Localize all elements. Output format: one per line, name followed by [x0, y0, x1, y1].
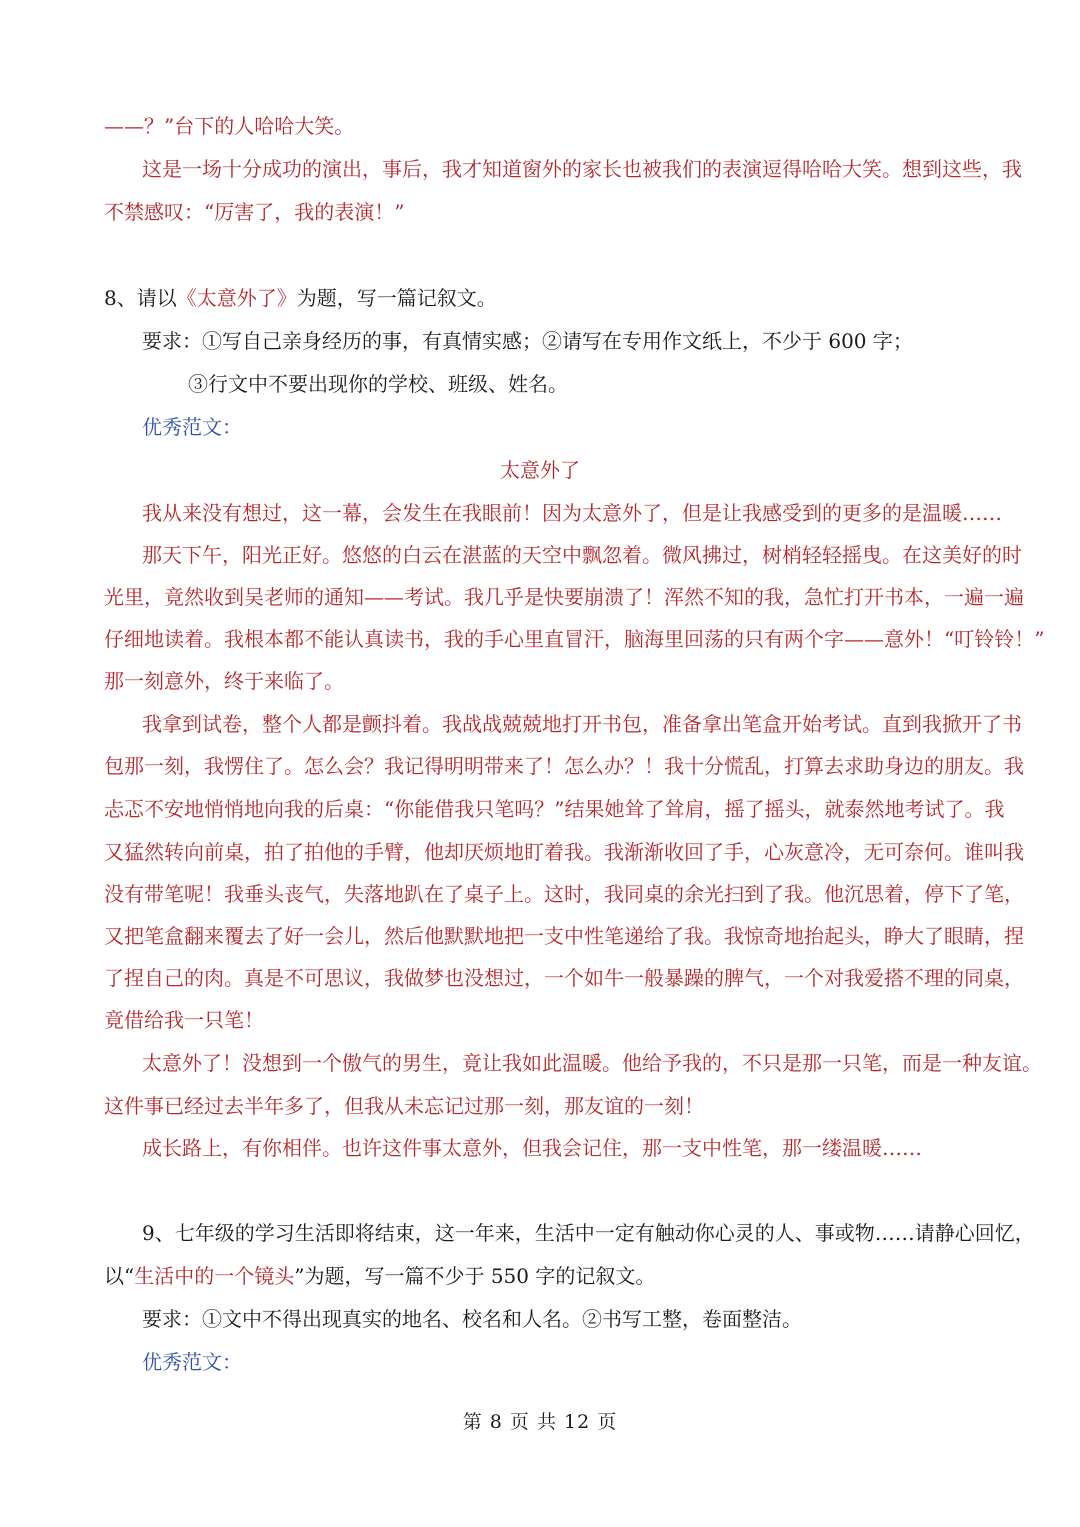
- question-9-prompt-line2: [104, 1262, 980, 1290]
- page-number-footer: 第 8 页 共 12 页: [462, 1411, 618, 1433]
- question-9-title: 生活中的一个镜头: [134, 1264, 295, 1288]
- question-8-requirement: 要求：①写自己亲身经历的事，有真情实感；②请写在专用作文纸上，不少于 600 字；: [142, 329, 913, 353]
- essay-line: 这件事已经过去半年多了，但我从未忘记过那一刻，那友谊的一刻！: [104, 1094, 704, 1118]
- question-9-requirement: 要求：①文中不得出现真实的地名、校名和人名。②书写工整，卷面整洁。: [142, 1307, 802, 1331]
- essay-line: 那天下午，阳光正好。悠悠的白云在湛蓝的天空中飘忽着。微风拂过，树梢轻轻摇曳。在这美好的时: [142, 543, 1022, 567]
- question-9-prompt: 9、七年级的学习生活即将结束，这一年来，生活中一定有触动你心灵的人、事或物……请静心回忆，: [142, 1221, 1035, 1245]
- question-9-suffix: ”为题，写一篇不少于 550 字的记叙文。: [294, 1264, 656, 1288]
- prev-story-paragraph-line: 不禁感叹：“厉害了，我的表演！”: [104, 200, 405, 224]
- essay-line: 竟借给我一只笔！: [104, 1008, 264, 1032]
- essay-line: 包那一刻，我愣住了。怎么会？我记得明明带来了！怎么办？！我十分慌乱，打算去求助身边的朋友。我: [104, 754, 1024, 778]
- question-8-requirement: ③行文中不要出现你的学校、班级、姓名。: [188, 372, 568, 396]
- question-8-prefix: 8、请以: [104, 286, 177, 310]
- question-8-prompt: [104, 284, 980, 312]
- essay-line: 仔细地读着。我根本都不能认真读书，我的手心里直冒汗，脑海里回荡的只有两个字——意外！“叮铃铃！”: [104, 627, 1045, 651]
- prev-story-line: ——？”台下的人哈哈大笑。: [104, 114, 355, 138]
- essay-line: 我从来没有想过，这一幕，会发生在我眼前！因为太意外了，但是让我感受到的更多的是温暖……: [142, 501, 1002, 525]
- essay-title: 太意外了: [500, 458, 580, 482]
- essay-line: 太意外了！没想到一个傲气的男生，竟让我如此温暖。他给予我的，不只是那一只笔，而是一种友谊。: [142, 1051, 1042, 1075]
- essay-line: 那一刻意外，终于来临了。: [104, 669, 344, 693]
- sample-essay-label: 优秀范文：: [142, 1350, 242, 1374]
- question-8-suffix: 为题，写一篇记叙文。: [296, 286, 497, 310]
- essay-line: 又猛然转向前桌，拍了拍他的手臂，他却厌烦地盯着我。我渐渐收回了手，心灰意冷，无可奈何。谁叫我: [104, 840, 1024, 864]
- question-8-title: 《太意外了》: [176, 286, 297, 310]
- sample-essay-label: 优秀范文：: [142, 415, 242, 439]
- essay-line: 忐忑不安地悄悄地向我的后桌：“你能借我只笔吗？”结果她耸了耸肩，摇了摇头，就泰然地考试了。我: [104, 797, 1005, 821]
- essay-line: 了捏自己的肉。真是不可思议，我做梦也没想过，一个如牛一般暴躁的脾气，一个对我爱搭不理的同桌，: [104, 966, 1024, 990]
- essay-line: 没有带笔呢！我垂头丧气，失落地趴在了桌子上。这时，我同桌的余光扫到了我。他沉思着，停下了笔，: [104, 882, 1024, 906]
- essay-line: 我拿到试卷，整个人都是颤抖着。我战战兢兢地打开书包，准备拿出笔盒开始考试。直到我掀开了书: [142, 712, 1022, 736]
- prev-story-paragraph-line: 这是一场十分成功的演出，事后，我才知道窗外的家长也被我们的表演逗得哈哈大笑。想到这些，我: [142, 157, 1022, 181]
- essay-line: 又把笔盒翻来覆去了好一会儿，然后他默默地把一支中性笔递给了我。我惊奇地抬起头，睁大了眼睛，捏: [104, 924, 1024, 948]
- essay-line: 光里，竟然收到吴老师的通知——考试。我几乎是快要崩溃了！浑然不知的我，急忙打开书本，一遍一遍: [104, 585, 1024, 609]
- question-9-prefix: 以“: [104, 1264, 135, 1288]
- essay-line: 成长路上，有你相伴。也许这件事太意外，但我会记住，那一支中性笔，那一缕温暖……: [142, 1136, 922, 1160]
